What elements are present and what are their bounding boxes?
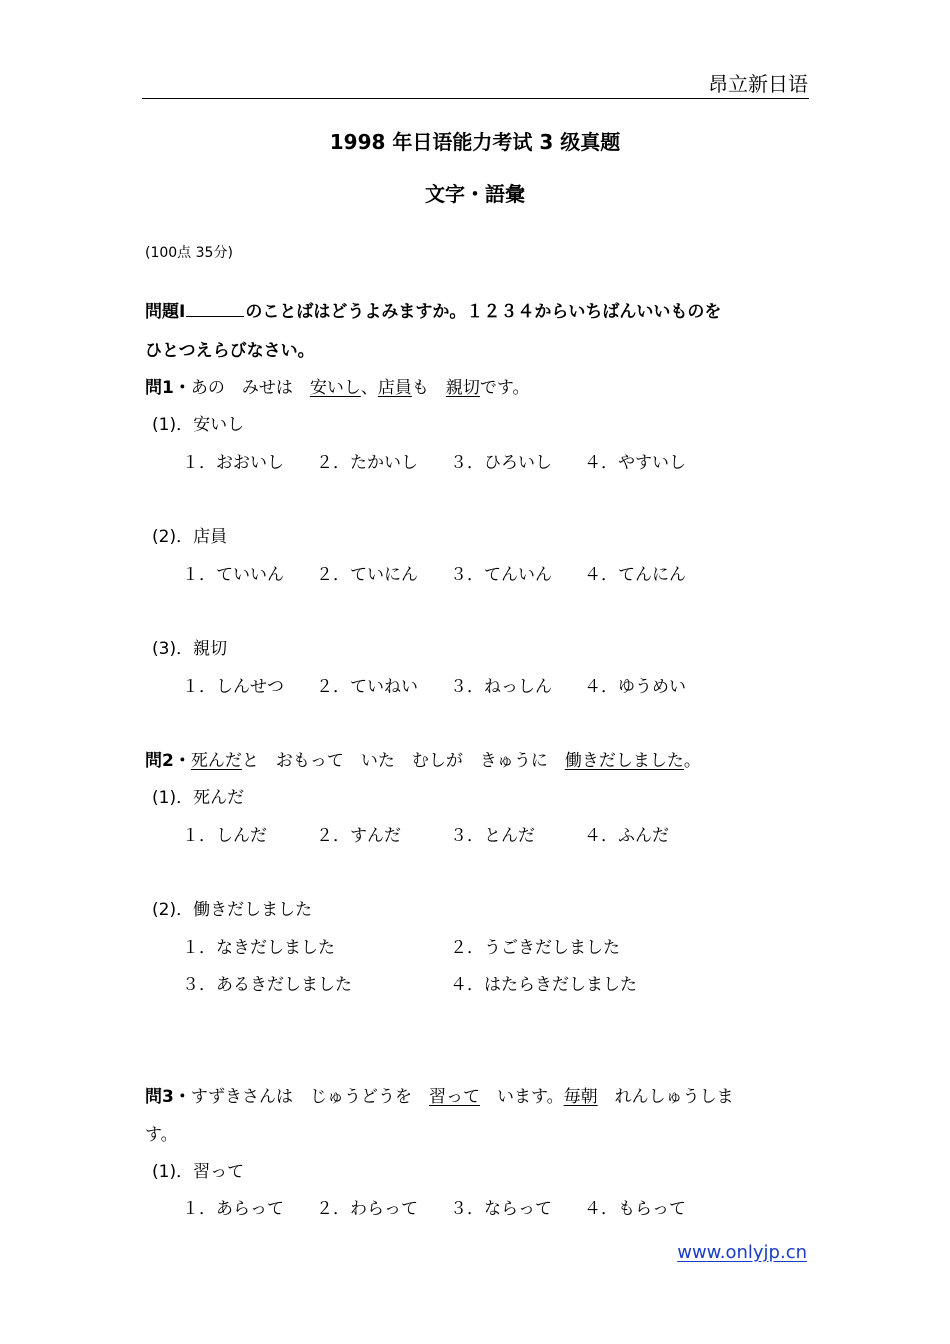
option: ４．やすいし [584, 453, 686, 473]
option: ３．ひろいし [450, 453, 552, 473]
option: ３．ならって [450, 1199, 552, 1219]
question-1-text: です。 [479, 378, 530, 398]
option: ３．あるきだしました [182, 975, 352, 995]
option: １．ていいん [182, 565, 284, 585]
option: １．あらって [182, 1199, 284, 1219]
question-3-line-2: す。 [145, 1125, 178, 1145]
option: ４．もらって [584, 1199, 686, 1219]
option: ３．ねっしん [450, 677, 552, 697]
question-2-text: と おもって いた むしが きゅうに [241, 751, 565, 771]
sub-question-label: (2)．働きだしました [152, 900, 313, 920]
question-3-underlined-1: 習って [429, 1087, 481, 1107]
option: ４．はたらきだしました [450, 975, 637, 995]
option: ２．わらって [316, 1199, 418, 1219]
option-row [182, 821, 669, 846]
question-1-text: も [411, 378, 446, 398]
instruction-line-1 [145, 297, 721, 322]
question-2-label: 問2・ [145, 751, 191, 771]
question-1-text: あの みせは [190, 378, 310, 398]
option: ２．ていにん [316, 565, 418, 585]
option: ４．てんにん [584, 565, 686, 585]
question-2-text: 。 [683, 751, 701, 771]
instruction-text: のことばはどうよみますか。１２３４からいちばんいいものを [245, 302, 722, 322]
option-row [182, 970, 637, 995]
option: ４．ゆうめい [584, 677, 686, 697]
question-3-text: すずきさんは じゅうどうを [190, 1087, 430, 1107]
question-1-label: 問1・ [145, 378, 191, 398]
page-subtitle: 文字・語彙 [425, 182, 525, 206]
option: ２．たかいし [316, 453, 418, 473]
option: １．おおいし [182, 453, 284, 473]
option: １．しんだ [182, 826, 267, 846]
option-row [182, 560, 686, 585]
option-row [182, 1194, 686, 1219]
option: ２．すんだ [316, 826, 401, 846]
page-title: 1998 年日语能力考试 3 级真题 [329, 130, 621, 154]
sub-question-label: (1)．安いし [152, 415, 245, 435]
instruction-prefix: 問題Ⅰ [145, 302, 186, 322]
option-row [182, 933, 620, 958]
option: ２．ていねい [316, 677, 418, 697]
sub-question-label: (3)．親切 [152, 639, 228, 659]
question-1-text: 、 [360, 378, 378, 398]
question-1-underlined-2: 店員 [377, 378, 412, 398]
question-3-text: れんしゅうしま [597, 1087, 734, 1107]
option: ３．とんだ [450, 826, 535, 846]
footer-link[interactable]: www.onlyjp.cn [677, 1242, 807, 1263]
option: ３．てんいん [450, 565, 552, 585]
question-2-underlined-2: 働きだしました [564, 751, 684, 771]
option-row [182, 448, 686, 473]
sub-question-label: (1)．習って [152, 1162, 245, 1182]
brand-header: 昂立新日语 [708, 72, 808, 96]
question-1-underlined-1: 安いし [309, 378, 361, 398]
option-row [182, 672, 686, 697]
question-3-text: います。 [480, 1087, 564, 1107]
question-3-underlined-2: 毎朝 [563, 1087, 598, 1107]
sub-question-label: (1)．死んだ [152, 788, 245, 808]
option: １．しんせつ [182, 677, 284, 697]
question-2-underlined-1: 死んだ [190, 751, 242, 771]
question-3-label: 問3・ [145, 1087, 191, 1107]
option: ２．うごきだしました [450, 938, 620, 958]
question-1-underlined-3: 親切 [445, 378, 480, 398]
question-1 [145, 373, 529, 398]
exam-meta: (100点 35分) [145, 245, 233, 261]
header-divider [142, 98, 809, 99]
option: ４．ふんだ [584, 826, 669, 846]
sub-question-label: (2)．店員 [152, 527, 228, 547]
instruction-line-2: ひとつえらびなさい。 [145, 341, 315, 361]
question-3 [145, 1082, 734, 1107]
question-2 [145, 746, 701, 771]
option: １．なきだしました [182, 938, 335, 958]
instruction-blank [186, 302, 244, 317]
